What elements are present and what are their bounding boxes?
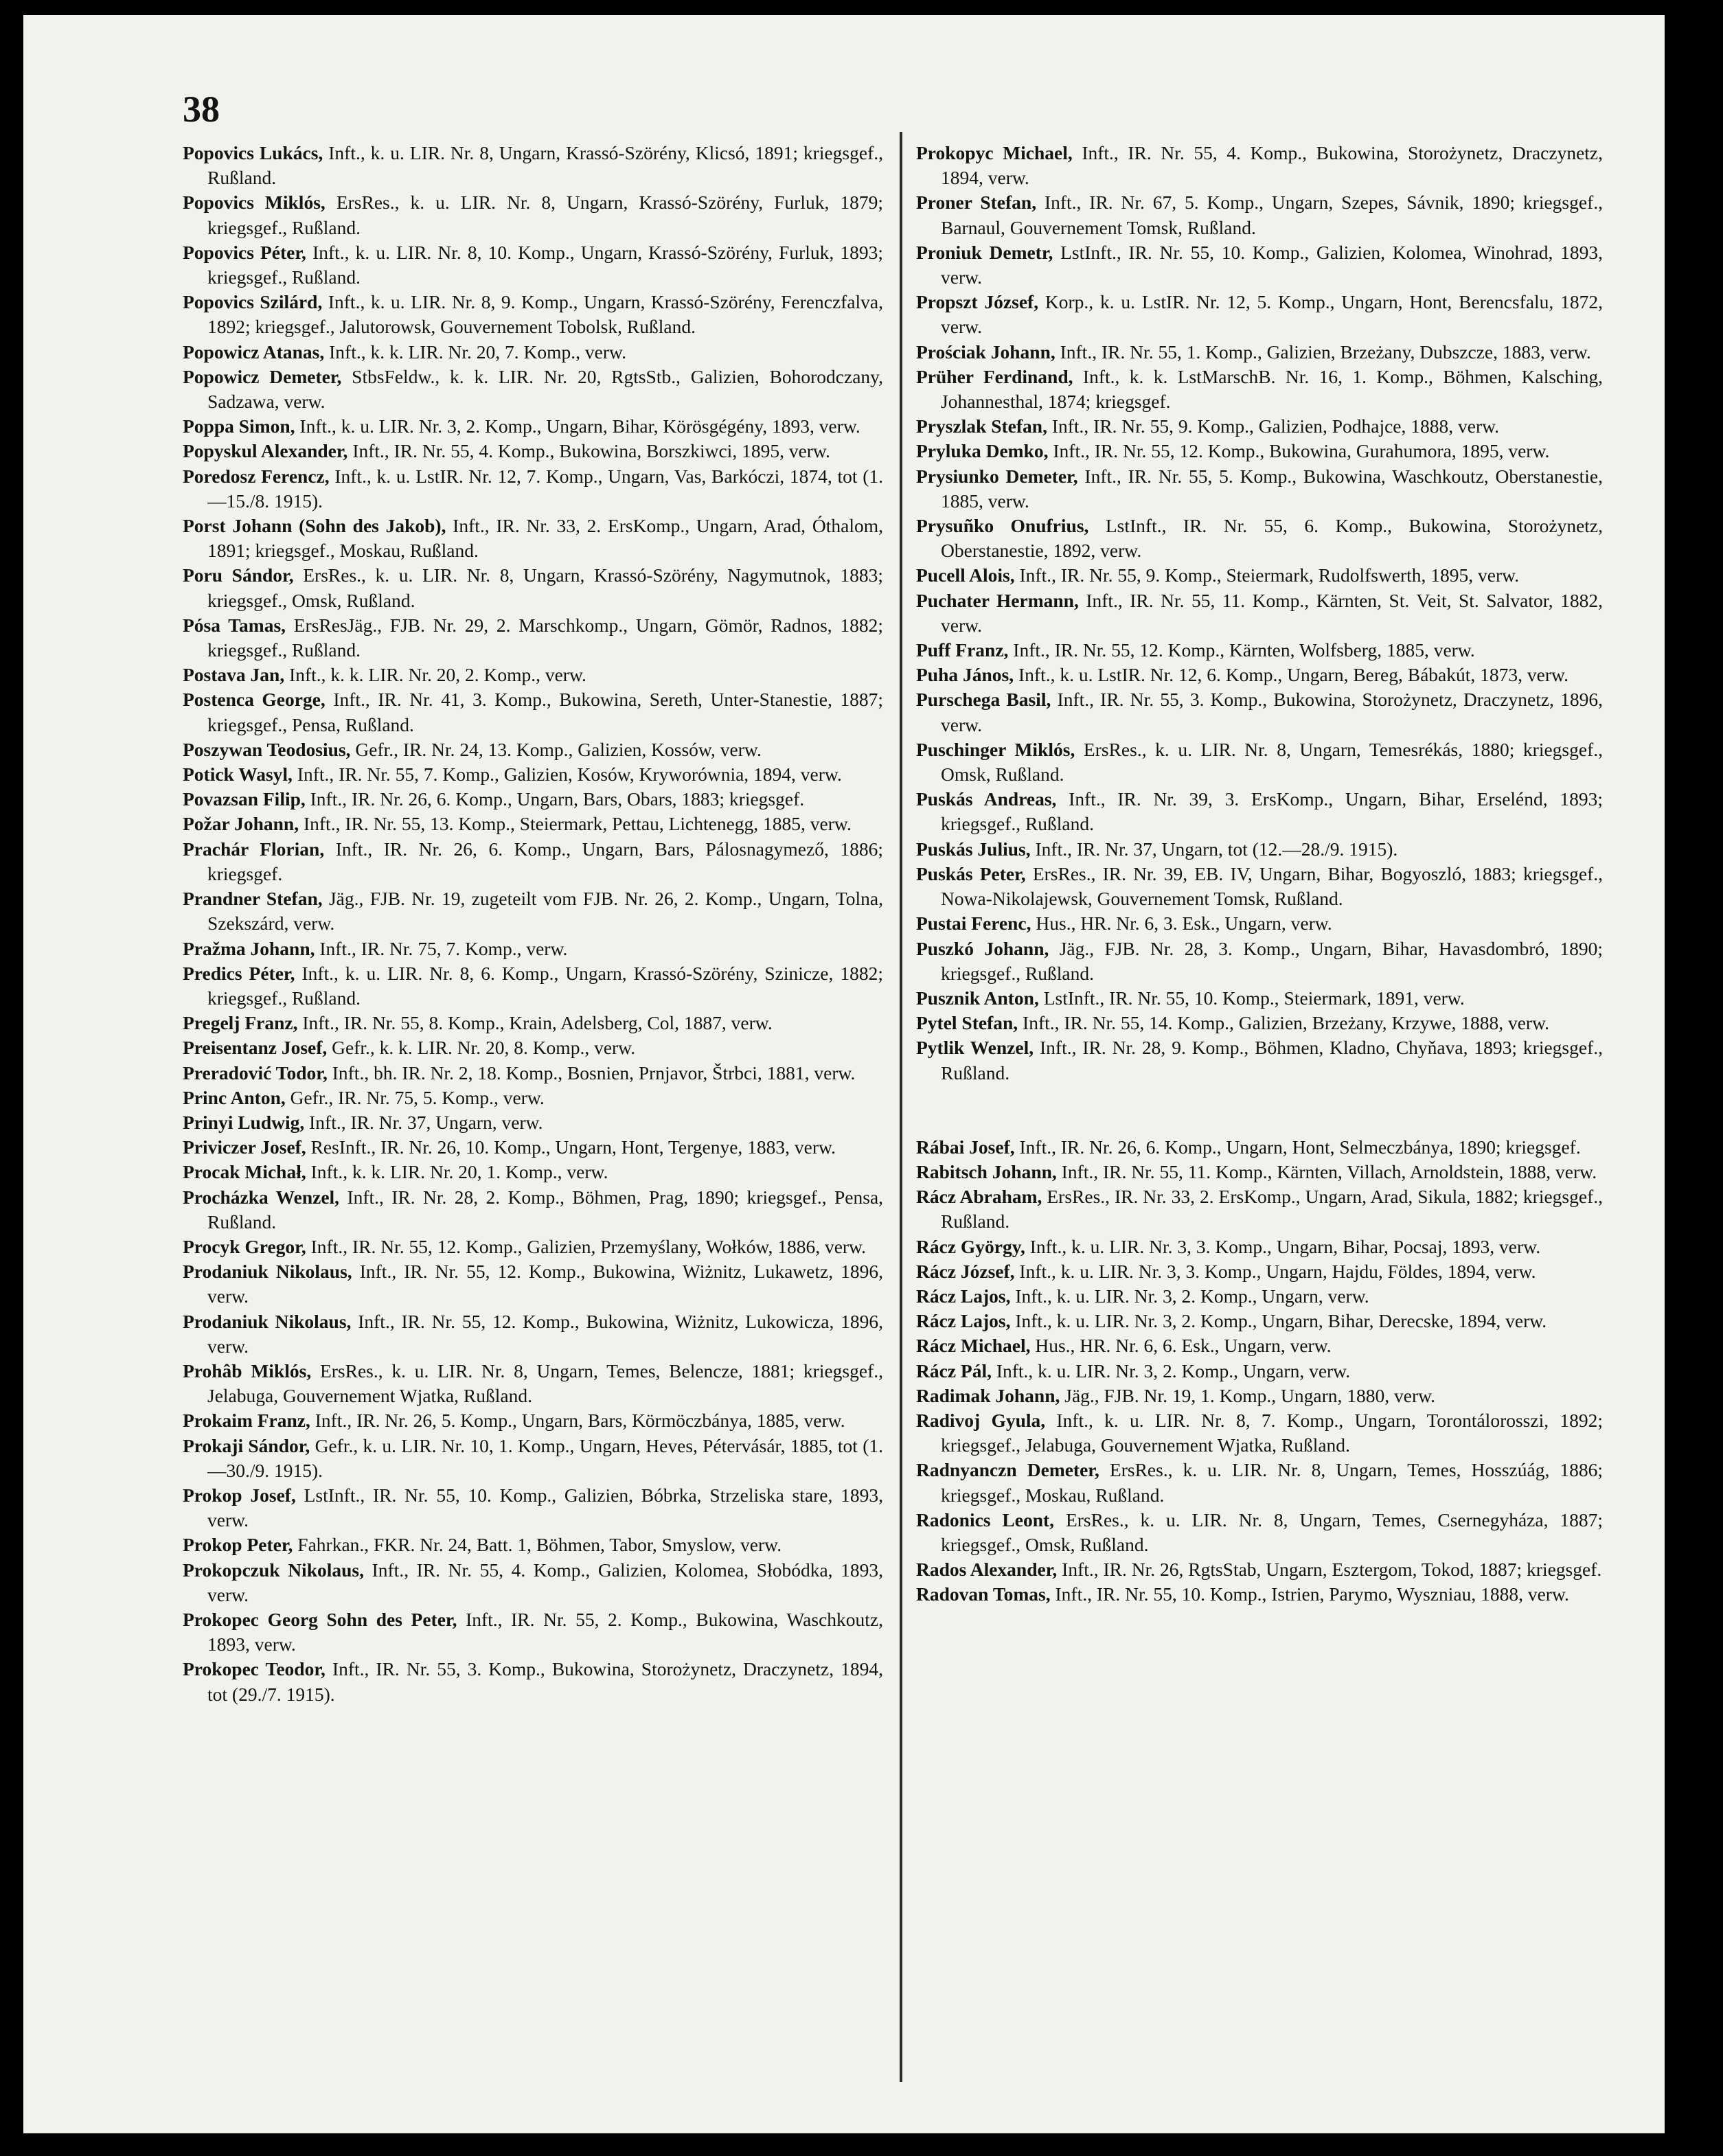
entry-details: Inft., IR. Nr. 26, RgtsStab, Ungarn, Esztergom, Tokod, 1887; kriegsgef. xyxy=(1062,1559,1602,1581)
entry-details: Inft., IR. Nr. 55, 4. Komp., Galizien, Kolomea, Słobódka, 1893, verw. xyxy=(207,1559,884,1605)
entry xyxy=(183,1607,883,1657)
entry-name: Prokop Peter, xyxy=(183,1534,293,1556)
entry xyxy=(916,340,1603,365)
entry-details: Hus., HR. Nr. 6, 6. Esk., Ungarn, verw. xyxy=(1035,1335,1332,1357)
entry xyxy=(183,1259,883,1309)
entry xyxy=(916,1135,1603,1160)
entry-details: Inft., k. u. LIR. Nr. 3, 3. Komp., Ungarn, Bihar, Pocsaj, 1893, verw. xyxy=(1029,1235,1541,1257)
entry xyxy=(183,563,883,612)
entry xyxy=(183,240,883,290)
entry-name: Pregelj Franz, xyxy=(183,1012,298,1034)
entry xyxy=(183,514,883,563)
entry-details: ErsRes., IR. Nr. 39, EB. IV, Ungarn, Bihar, Bogyoszló, 1883; kriegsgef., Nowa-Nikolajewsk, Gouvernement Tomsk, Rußland. xyxy=(941,862,1604,910)
entry xyxy=(183,141,883,190)
entry-name: Postava Jan, xyxy=(183,664,285,686)
entry-name: Prokopec Georg Sohn des Peter, xyxy=(183,1608,457,1630)
entry xyxy=(183,1061,883,1086)
entry-details: Korp., k. u. LstIR. Nr. 12, 5. Komp., Ungarn, Hont, Berencsfalu, 1872, verw. xyxy=(941,291,1603,338)
entry-details: ErsRes., k. u. LIR. Nr. 8, Ungarn, Temes, Belencze, 1881; kriegsgef., Jelabuga, Gouvernement Wjatka, Rußland. xyxy=(207,1360,883,1407)
entry-name: Rácz Abraham, xyxy=(916,1186,1042,1208)
entry xyxy=(916,464,1603,514)
entry-details: Inft., IR. Nr. 26, 5. Komp., Ungarn, Bars, Körmöczbánya, 1885, verw. xyxy=(315,1410,845,1432)
entry-name: Prokopczuk Nikolaus, xyxy=(183,1559,364,1581)
entry xyxy=(183,1434,883,1483)
entry xyxy=(183,1533,883,1557)
entry xyxy=(916,1184,1603,1234)
entry-name: Porst Johann (Sohn des Jakob), xyxy=(183,515,446,537)
entry-name: Puchater Hermann, xyxy=(916,589,1079,611)
entry xyxy=(916,1035,1603,1085)
entry-name: Procházka Wenzel, xyxy=(183,1186,340,1208)
entry-name: Pósa Tamas, xyxy=(183,614,286,636)
entry-name: Princ Anton, xyxy=(183,1086,286,1108)
entry-name: Rácz György, xyxy=(916,1235,1025,1257)
entry-details: Inft., IR. Nr. 55, 12. Komp., Bukowina, Wiżnitz, Lukawetz, 1896, verw. xyxy=(207,1261,883,1307)
entry-name: Požar Johann, xyxy=(183,813,299,835)
entry-name: Radovan Tomas, xyxy=(916,1583,1051,1605)
entry xyxy=(916,563,1603,588)
entry-details: Inft., IR. Nr. 55, 13. Komp., Steiermark, Pettau, Lichtenegg, 1885, verw. xyxy=(303,813,852,835)
entry-details: Inft., IR. Nr. 55, 3. Komp., Bukowina, Storożynetz, Draczynetz, 1894, tot (29./7. 1915). xyxy=(207,1658,883,1705)
entry xyxy=(916,737,1603,787)
entry-details: ErsResJäg., FJB. Nr. 29, 2. Marschkomp., Ungarn, Gömör, Radnos, 1882; kriegsgef., Rußland. xyxy=(207,614,884,661)
entry xyxy=(183,1235,883,1259)
entry-name: Rábai Josef, xyxy=(916,1136,1015,1158)
entry xyxy=(916,1333,1603,1358)
entry xyxy=(183,737,883,762)
entry-name: Popowicz Demeter, xyxy=(183,365,342,387)
entry-details: Inft., IR. Nr. 55, 4. Komp., Bukowina, Storożynetz, Draczynetz, 1894, verw. xyxy=(941,142,1604,189)
entry-name: Popovics Lukács, xyxy=(183,142,323,163)
entry xyxy=(183,812,883,836)
entry-name: Pryszlak Stefan, xyxy=(916,415,1047,437)
entry-details: Inft., IR. Nr. 37, Ungarn, verw. xyxy=(309,1111,543,1133)
entry-details: Inft., k. u. LIR. Nr. 3, 2. Komp., Ungarn, Bihar, Körösgégény, 1893, verw. xyxy=(299,415,860,437)
entry-details: Gefr., IR. Nr. 75, 5. Komp., verw. xyxy=(290,1086,545,1108)
entry xyxy=(183,1086,883,1110)
entry-name: Pryluka Demko, xyxy=(916,440,1049,462)
entry-details: Inft., IR. Nr. 33, 2. ErsKomp., Ungarn, Arad, Óthalom, 1891; kriegsgef., Moskau, Rußland. xyxy=(207,515,884,562)
entry xyxy=(183,1483,883,1533)
entry xyxy=(916,290,1603,339)
entry-name: Popovics Miklós, xyxy=(183,192,326,214)
entry-name: Rácz Lajos, xyxy=(916,1310,1011,1332)
entry-name: Rácz József, xyxy=(916,1260,1015,1282)
entry xyxy=(183,613,883,663)
entry-name: Proner Stefan, xyxy=(916,192,1037,214)
entry-details: ErsRes., k. u. LIR. Nr. 8, Ungarn, Temesrékás, 1880; kriegsgef., Omsk, Rußland. xyxy=(941,738,1603,785)
entry xyxy=(916,141,1603,190)
entry-name: Puskás Julius, xyxy=(916,838,1031,860)
entry-details: Inft., IR. Nr. 55, 12. Komp., Galizien, Przemyślany, Wołków, 1886, verw. xyxy=(310,1235,867,1257)
entry-name: Prodaniuk Nikolaus, xyxy=(183,1310,352,1332)
entry-details: Inft., bh. IR. Nr. 2, 18. Komp., Bosnien, Prnjavor, Štrbci, 1881, verw. xyxy=(332,1062,856,1083)
entry xyxy=(916,1284,1603,1309)
entry-details: Gefr., IR. Nr. 24, 13. Komp., Galizien, Kossów, verw. xyxy=(355,738,762,760)
entry xyxy=(183,1185,883,1235)
entry-details: Inft., IR. Nr. 55, 4. Komp., Bukowina, Borszkiwci, 1895, verw. xyxy=(352,440,830,462)
entry-details: Fahrkan., FKR. Nr. 24, Batt. 1, Böhmen, Tabor, Smyslow, verw. xyxy=(297,1534,782,1556)
entry xyxy=(916,439,1603,463)
entry-details: Inft., IR. Nr. 55, 10. Komp., Istrien, Parymo, Wyszniau, 1888, verw. xyxy=(1055,1583,1569,1605)
entry xyxy=(183,1135,883,1160)
entry xyxy=(916,365,1603,414)
entry-details: LstInft., IR. Nr. 55, 10. Komp., Galizien, Kolomea, Winohrad, 1893, verw. xyxy=(941,241,1603,288)
right-column xyxy=(916,141,1603,1607)
entry-details: Inft., k. u. LstIR. Nr. 12, 7. Komp., Ungarn, Vas, Barkóczi, 1874, tot (1.—15./8. 1915). xyxy=(207,465,883,512)
entry-details: Inft., IR. Nr. 26, 6. Komp., Ungarn, Bars, Obars, 1883; kriegsgef. xyxy=(310,788,805,810)
entry-details: Inft., k. u. LIR. Nr. 8, 6. Komp., Ungarn, Krassó-Szörény, Szinicze, 1882; kriegsgef., Rußland. xyxy=(207,962,883,1009)
entry-name: Radonics Leont, xyxy=(916,1509,1055,1530)
entry xyxy=(183,1160,883,1184)
entry-details: Inft., IR. Nr. 55, 12. Komp., Bukowina, Wiżnitz, Lukowicza, 1896, verw. xyxy=(207,1310,883,1357)
entry-details: Jäg., FJB. Nr. 19, 1. Komp., Ungarn, 1880, verw. xyxy=(1064,1384,1436,1406)
entry-details: Inft., IR. Nr. 55, 14. Komp., Galizien, Brzeżany, Krzywe, 1888, verw. xyxy=(1023,1012,1550,1034)
entry-details: Inft., IR. Nr. 28, 9. Komp., Böhmen, Kladno, Chyňava, 1893; kriegsgef., Rußland. xyxy=(941,1037,1603,1083)
entry xyxy=(183,886,883,936)
entry-name: Proniuk Demetr, xyxy=(916,241,1053,263)
entry-details: Inft., k. u. LIR. Nr. 3, 2. Komp., Ungarn, verw. xyxy=(996,1360,1351,1381)
entry-details: StbsFeldw., k. k. LIR. Nr. 20, RgtsStb., Galizien, Bohorodczany, Sadzawa, verw. xyxy=(207,365,884,413)
entry-details: Inft., k. u. LIR. Nr. 3, 2. Komp., Ungarn, verw. xyxy=(1015,1285,1369,1307)
entry xyxy=(183,937,883,961)
entry-name: Prohâb Miklós, xyxy=(183,1360,312,1381)
entry xyxy=(183,290,883,339)
entry-name: Propszt József, xyxy=(916,291,1039,313)
entry-details: Inft., k. u. LIR. Nr. 3, 2. Komp., Ungarn, Bihar, Derecske, 1894, verw. xyxy=(1015,1310,1547,1332)
entry xyxy=(916,1557,1603,1582)
entry xyxy=(183,787,883,812)
entry xyxy=(183,1558,883,1607)
entry-details: Inft., k. u. LIR. Nr. 3, 3. Komp., Ungarn, Hajdu, Földes, 1894, verw. xyxy=(1019,1260,1536,1282)
entry xyxy=(916,240,1603,290)
entry xyxy=(183,762,883,787)
entry-details: Inft., IR. Nr. 26, 6. Komp., Ungarn, Bars, Pálosnagymező, 1886; kriegsgef. xyxy=(207,838,884,884)
entry xyxy=(916,1235,1603,1259)
entry xyxy=(183,1657,883,1706)
entry-name: Puskás Peter, xyxy=(916,862,1026,884)
entry-details: Inft., k. u. LIR. Nr. 8, 10. Komp., Ungarn, Krassó-Szörény, Furluk, 1893; kriegsgef., Rußland. xyxy=(207,241,884,288)
entry-details: Inft., IR. Nr. 55, 11. Komp., Kärnten, Villach, Arnoldstein, 1888, verw. xyxy=(1061,1160,1597,1182)
entry-name: Preisentanz Josef, xyxy=(183,1037,328,1059)
entry-name: Potick Wasyl, xyxy=(183,764,293,785)
entry-details: ErsRes., IR. Nr. 33, 2. ErsKomp., Ungarn, Arad, Sikula, 1882; kriegsgef., Rußland. xyxy=(941,1186,1603,1232)
entry-details: Inft., IR. Nr. 55, 11. Komp., Kärnten, St. Veit, St. Salvator, 1882, verw. xyxy=(941,589,1604,636)
entry-details: ErsRes., k. u. LIR. Nr. 8, Ungarn, Temes, Csernegyháza, 1887; kriegsgef., Omsk, Rußland. xyxy=(941,1509,1604,1555)
entry-details: ErsRes., k. u. LIR. Nr. 8, Ungarn, Krassó-Szörény, Nagymutnok, 1883; kriegsgef., Omsk, Rußland. xyxy=(207,564,884,611)
entry xyxy=(916,1160,1603,1184)
entry xyxy=(916,1384,1603,1408)
entry-details: Inft., IR. Nr. 55, 12. Komp., Kärnten, Wolfsberg, 1885, verw. xyxy=(1013,639,1475,661)
entry-name: Predics Péter, xyxy=(183,962,295,984)
entry-name: Rácz Michael, xyxy=(916,1335,1031,1357)
entry-details: Inft., IR. Nr. 55, 2. Komp., Bukowina, Waschkoutz, 1893, verw. xyxy=(207,1608,883,1655)
entry-name: Rados Alexander, xyxy=(916,1559,1058,1581)
document-page xyxy=(23,15,1665,2133)
entry xyxy=(916,1309,1603,1333)
entry xyxy=(183,190,883,240)
entry-name: Rácz Pál, xyxy=(916,1360,992,1381)
entry-name: Puszkó Johann, xyxy=(916,937,1049,959)
entry-details: Inft., IR. Nr. 55, 5. Komp., Bukowina, Waschkoutz, Oberstanestie, 1885, verw. xyxy=(941,465,1604,512)
entry-details: ErsRes., k. u. LIR. Nr. 8, Ungarn, Krassó-Szörény, Furluk, 1879; kriegsgef., Rußland. xyxy=(207,192,884,238)
entry-name: Puha János, xyxy=(916,664,1014,686)
entry-name: Popovics Péter, xyxy=(183,241,306,263)
entry-details: ErsRes., k. u. LIR. Nr. 8, Ungarn, Temes, Hosszúág, 1886; kriegsgef., Moskau, Rußland. xyxy=(941,1459,1604,1506)
entry xyxy=(916,1408,1603,1458)
entry xyxy=(916,1011,1603,1035)
entry xyxy=(183,414,883,439)
entry xyxy=(916,663,1603,687)
entry-name: Rabitsch Johann, xyxy=(916,1160,1057,1182)
entry xyxy=(916,1508,1603,1557)
entry-name: Procak Michał, xyxy=(183,1161,306,1183)
entry-details: Hus., HR. Nr. 6, 3. Esk., Ungarn, verw. xyxy=(1036,913,1332,934)
entry xyxy=(183,1011,883,1035)
entry-details: Inft., IR. Nr. 26, 6. Komp., Ungarn, Hont, Selmeczbánya, 1890; kriegsgef. xyxy=(1019,1136,1581,1158)
entry-details: Jäg., FJB. Nr. 19, zugeteilt vom FJB. Nr. 26, 2. Komp., Ungarn, Tolna, Szekszárd, verw. xyxy=(207,888,883,934)
entry-name: Prachár Florian, xyxy=(183,838,325,860)
entry xyxy=(916,937,1603,986)
entry-details: Inft., IR. Nr. 55, 1. Komp., Galizien, Brzeżany, Dubszcze, 1883, verw. xyxy=(1060,341,1591,363)
entry-details: Inft., k. u. LIR. Nr. 8, Ungarn, Krassó-Szörény, Klicsó, 1891; kriegsgef., Rußland. xyxy=(207,142,883,189)
entry-name: Prandner Stefan, xyxy=(183,888,323,910)
entry xyxy=(183,1309,883,1359)
entry-name: Pucell Alois, xyxy=(916,564,1015,586)
entry-name: Popyskul Alexander, xyxy=(183,440,348,462)
entry-name: Radivoj Gyula, xyxy=(916,1409,1046,1431)
entry-name: Postenca George, xyxy=(183,689,326,711)
entry-name: Popovics Szilárd, xyxy=(183,291,323,313)
entry-name: Priviczer Josef, xyxy=(183,1136,306,1158)
entry-details: Inft., IR. Nr. 67, 5. Komp., Ungarn, Szepes, Sávnik, 1890; kriegsgef., Barnaul, Gouvernement Tomsk, Rußland. xyxy=(941,192,1603,238)
entry-details: Inft., IR. Nr. 55, 7. Komp., Galizien, Kosów, Kryworównia, 1894, verw. xyxy=(297,764,842,785)
entry xyxy=(183,1408,883,1433)
entry-name: Prysiunko Demeter, xyxy=(916,465,1078,487)
entry-name: Puschinger Miklós, xyxy=(916,738,1075,760)
entry-name: Popowicz Atanas, xyxy=(183,341,325,363)
entry xyxy=(916,837,1603,862)
entry-details: LstInft., IR. Nr. 55, 6. Komp., Bukowina, Storożynetz, Oberstanestie, 1892, verw. xyxy=(941,515,1604,562)
entry-details: Inft., k. u. LIR. Nr. 8, 7. Komp., Ungarn, Torontálorosszi, 1892; kriegsgef., Jelabuga, Gouvernement Wjatka, Rußland. xyxy=(941,1409,1603,1456)
entry-name: Puff Franz, xyxy=(916,639,1009,661)
entry-name: Prysuñko Onufrius, xyxy=(916,515,1089,537)
left-column xyxy=(183,141,883,1707)
entry-name: Radimak Johann, xyxy=(916,1384,1060,1406)
entry-details: Inft., k. k. LIR. Nr. 20, 2. Komp., verw. xyxy=(289,664,586,686)
entry-name: Prinyi Ludwig, xyxy=(183,1111,305,1133)
entry-details: Jäg., FJB. Nr. 28, 3. Komp., Ungarn, Bihar, Havasdombró, 1890; kriegsgef., Rußland. xyxy=(941,937,1603,984)
entry xyxy=(916,190,1603,240)
entry-name: Pražma Johann, xyxy=(183,937,315,959)
entry-details: ResInft., IR. Nr. 26, 10. Komp., Ungarn, Hont, Tergenye, 1883, verw. xyxy=(310,1136,836,1158)
entry-name: Poredosz Ferencz, xyxy=(183,465,330,487)
entry-details: Gefr., k. u. LIR. Nr. 10, 1. Komp., Ungarn, Heves, Pétervásár, 1885, tot (1.—30./9. 1915). xyxy=(207,1434,883,1481)
entry-details: Inft., IR. Nr. 55, 9. Komp., Steiermark, Rudolfswerth, 1895, verw. xyxy=(1019,564,1520,586)
entry-details: Inft., k. k. LIR. Nr. 20, 7. Komp., verw. xyxy=(329,341,626,363)
column-divider xyxy=(900,132,902,2082)
entry xyxy=(916,986,1603,1011)
entry-details: Gefr., k. k. LIR. Nr. 20, 8. Komp., verw. xyxy=(332,1037,636,1059)
entry-name: Procyk Gregor, xyxy=(183,1235,306,1257)
entry-name: Rácz Lajos, xyxy=(916,1285,1011,1307)
page-number: 38 xyxy=(183,89,220,130)
entry xyxy=(183,1035,883,1060)
entry-name: Pusznik Anton, xyxy=(916,987,1039,1009)
entry-name: Pytlik Wenzel, xyxy=(916,1037,1034,1059)
entry-details: Inft., IR. Nr. 39, 3. ErsKomp., Ungarn, Bihar, Erselénd, 1893; kriegsgef., Rußland. xyxy=(941,788,1603,835)
entry xyxy=(183,961,883,1011)
entry xyxy=(916,514,1603,563)
entry-name: Puskás Andreas, xyxy=(916,788,1057,810)
entry xyxy=(916,862,1603,911)
entry xyxy=(916,687,1603,737)
entry-name: Prościak Johann, xyxy=(916,341,1056,363)
entry xyxy=(183,687,883,737)
entry-name: Poppa Simon, xyxy=(183,415,295,437)
entry xyxy=(183,1359,883,1408)
entry-details: Inft., IR. Nr. 55, 12. Komp., Bukowina, Gurahumora, 1895, verw. xyxy=(1053,440,1550,462)
entry xyxy=(916,1259,1603,1284)
entry xyxy=(916,1458,1603,1507)
section-gap xyxy=(916,1086,1603,1135)
entry-details: Inft., IR. Nr. 55, 9. Komp., Galizien, Podhajce, 1888, verw. xyxy=(1051,415,1500,437)
entry-name: Povazsan Filip, xyxy=(183,788,306,810)
entry-details: Inft., IR. Nr. 55, 3. Komp., Bukowina, Storożynetz, Draczynetz, 1896, verw. xyxy=(941,689,1603,735)
entry-details: LstInft., IR. Nr. 55, 10. Komp., Galizien, Bóbrka, Strzeliska stare, 1893, verw. xyxy=(207,1484,884,1531)
entry-details: LstInft., IR. Nr. 55, 10. Komp., Steiermark, 1891, verw. xyxy=(1043,987,1465,1009)
entry xyxy=(183,663,883,687)
entry-name: Purschega Basil, xyxy=(916,689,1051,711)
entry xyxy=(916,1359,1603,1384)
entry xyxy=(183,837,883,886)
entry-name: Pustai Ferenc, xyxy=(916,913,1031,934)
entry xyxy=(916,588,1603,638)
entry-name: Prokopec Teodor, xyxy=(183,1658,326,1680)
entry-name: Prokop Josef, xyxy=(183,1484,296,1506)
entry xyxy=(916,787,1603,836)
entry xyxy=(183,340,883,365)
entry xyxy=(916,1582,1603,1607)
entry xyxy=(183,439,883,463)
entry xyxy=(916,414,1603,439)
entry xyxy=(183,1110,883,1135)
entry-name: Prokaim Franz, xyxy=(183,1410,310,1432)
entry xyxy=(183,464,883,514)
entry-name: Preradović Todor, xyxy=(183,1062,328,1083)
entry-details: Inft., k. u. LstIR. Nr. 12, 6. Komp., Ungarn, Bereg, Bábakút, 1873, verw. xyxy=(1018,664,1568,686)
entry-details: Inft., IR. Nr. 41, 3. Komp., Bukowina, Sereth, Unter-Stanestie, 1887; kriegsgef., Pensa, Rußland. xyxy=(207,689,884,735)
entry-details: Inft., k. k. LstMarschB. Nr. 16, 1. Komp., Böhmen, Kalsching, Johannesthal, 1874; kriegsgef. xyxy=(941,365,1604,413)
entry-name: Prokopyc Michael, xyxy=(916,142,1073,163)
entry-details: Inft., IR. Nr. 37, Ungarn, tot (12.—28./9. 1915). xyxy=(1035,838,1398,860)
entry xyxy=(916,911,1603,936)
entry-name: Pytel Stefan, xyxy=(916,1012,1018,1034)
entry-details: Inft., k. u. LIR. Nr. 8, 9. Komp., Ungarn, Krassó-Szörény, Ferenczfalva, 1892; kriegsgef., Jalutorowsk, Gouvernement Tobolsk, Rußland. xyxy=(207,291,884,338)
entry xyxy=(916,638,1603,663)
entry-details: Inft., IR. Nr. 55, 8. Komp., Krain, Adelsberg, Col, 1887, verw. xyxy=(302,1012,773,1034)
entry-name: Poszywan Teodosius, xyxy=(183,738,351,760)
entry-name: Prokaji Sándor, xyxy=(183,1434,310,1456)
entry xyxy=(183,365,883,414)
entry-details: Inft., k. k. LIR. Nr. 20, 1. Komp., verw. xyxy=(310,1161,608,1183)
entry-name: Prüher Ferdinand, xyxy=(916,365,1073,387)
entry-details: Inft., IR. Nr. 75, 7. Komp., verw. xyxy=(319,937,568,959)
entry-name: Prodaniuk Nikolaus, xyxy=(183,1261,352,1283)
entry-name: Radnyanczn Demeter, xyxy=(916,1459,1099,1481)
entry-details: Inft., IR. Nr. 28, 2. Komp., Böhmen, Prag, 1890; kriegsgef., Pensa, Rußland. xyxy=(207,1186,884,1232)
entry-name: Poru Sándor, xyxy=(183,564,294,586)
